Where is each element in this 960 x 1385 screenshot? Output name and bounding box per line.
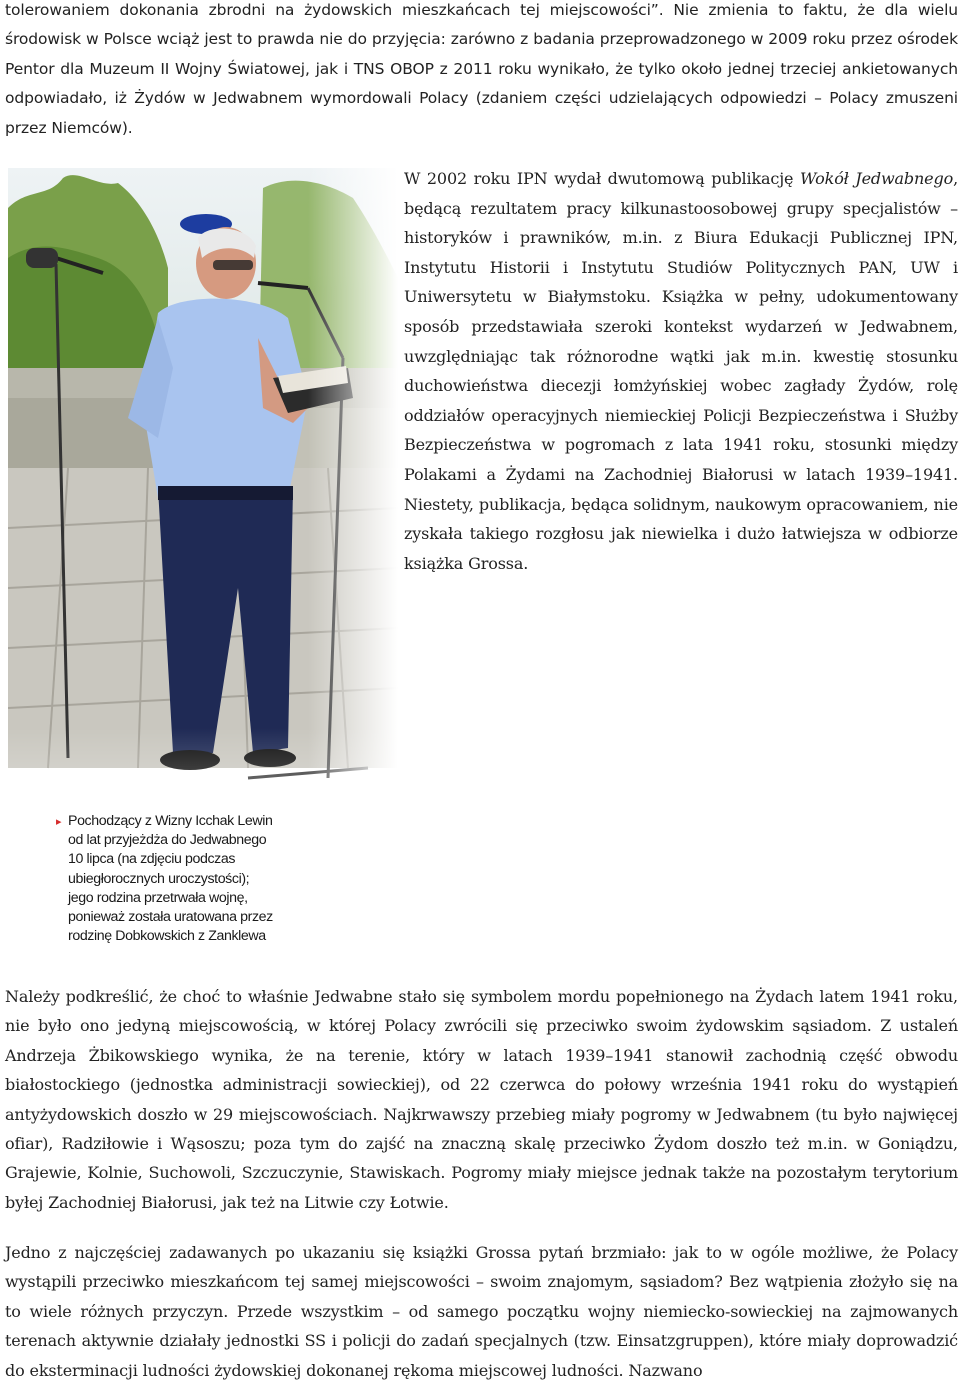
caption-line: ponieważ została uratowana przez — [68, 909, 273, 926]
pogroms-paragraph: Należy podkreślić, że choć to właśnie Jedwabne stało się symbolem mordu popełnionego na Żydach latem 1941 roku, nie było ono jedyną miejscowością, w której Polacy zwrócili się przeciwko swoim żydowskim sąsiadom. Z ustaleń Andrzeja Żbikowskiego wynika, że na terenie, który w latach 1939–1941 stanowił zachodnią część obwodu białostockiego (jednostka administracji sowieckiej), od 22 czerwca do połowy września 1941 roku do wystąpień antyżydowskich doszło w 29 miejscowościach. Najkrwawszy przebieg miały pogromy w Jedwabnem (tu było najwięcej ofiar), Radziłowie i Wąsoszu; poza tym do zajść na znaczną skalę przeciwko Żydom doszło też m.in. w Goniądzu, Grajewie, Kolnie, Suchowoli, Szczuczynie, Stawiskach. Pogromy miały miejsce jednak także na pozostałym terytorium byłej Zachodniej Białorusi, jak też na Litwie czy Łotwie. — [5, 987, 958, 1212]
photo-credit: Fot. A. Pyżewska — [32, 965, 46, 1066]
caption-arrow-icon: ▸ — [56, 816, 62, 828]
caption-line: rodzinę Dobkowskich z Zanklewa — [68, 928, 266, 945]
intro-paragraph: tolerowaniem dokonania zbrodni na żydowskich mieszkańcach tej miejscowości”. Nie zmienia to faktu, że dla wielu środowisk w Polsce wciąż jest to prawda nie do przyjęcia: zarówno z badania przeprowadzonego w 2009 roku przez ośrodek Pentor dla Muzeum II Wojny Światowej, jak i TNS OBOP z 2011 roku wynikało, że tylko około jednej trzeciej ankietowanych odpowiadało, iż Żydów w Jedwabnem wymordowali Polacy (zdaniem części udzielających odpowiedzi – Polacy zmuszeni przez Niemców). — [5, 1, 958, 137]
caption-line: od lat przyjeżdża do Jedwabnego — [68, 832, 267, 849]
caption-line: jego rodzina przetrwała wojnę, — [68, 889, 248, 906]
caption-line: ubiegłorocznych uroczystości); — [68, 870, 250, 887]
publication-text-rest: , będącą rezultatem pracy kilkunastoosobowej grupy specjalistów – historyków i prawników, m.in. z Biura Edukacji Publicznej IPN, Instytutu Historii i Instytutu Studiów Politycznych PAN, UW i Uniwersytetu w Białymstoku. Książka w pełny, udokumentowany sposób przedstawiała szeroki kontekst wydarzeń w Jedwabnem, uwzględniając tak różnorodne wątki jak m.in. kwestię stosunku duchowieństwa diecezji łomżyńskiej wobec zagłady Żydów, rolę oddziałów operacyjnych niemieckiej Policji Bezpieczeństwa i Służby Bezpieczeństwa w pogromach z lata 1941 roku, stosunki między Polakami a Żydami na Zachodniej Białorusi w latach 1939–1941. Niestety, publikacja, będąca solidnym, naukowym opracowaniem, nie zyskała takiego rozgłosu jak niewielka i dużo łatwiejsza w odbiorze książka Grossa. — [404, 169, 958, 573]
publication-title: Wokół Jedwabnego — [799, 169, 954, 188]
publication-text-start: W 2002 roku IPN wydał dwutomową publikację — [404, 169, 800, 188]
publication-paragraph — [404, 164, 958, 578]
caption-line: Pochodzący z Wizny Icchak Lewin — [68, 813, 273, 829]
photo-caption — [56, 812, 358, 946]
caption-line: 10 lipca (na zdjęciu podczas — [68, 851, 236, 868]
causes-paragraph: Jedno z najczęściej zadawanych po ukazaniu się książki Grossa pytań brzmiało: jak to w ogóle możliwe, że Polacy wystąpili przeciwko mieszkańcom tej samej miejscowości – swoim znajomym, sąsiadom? Bez wątpienia złożyło się na to wiele różnych przyczyn. Przede wszystkim – od samego początku wojny niemiecko-sowieckiej na zajmowanych terenach aktywnie działały jednostki SS i policji do zadań specjalnych (tzw. Einsatzgruppen), które miały doprowadzić do eksterminacji ludności żydowskiej dokonanej rękoma miejscowej ludności. Nazwano — [5, 1243, 958, 1380]
